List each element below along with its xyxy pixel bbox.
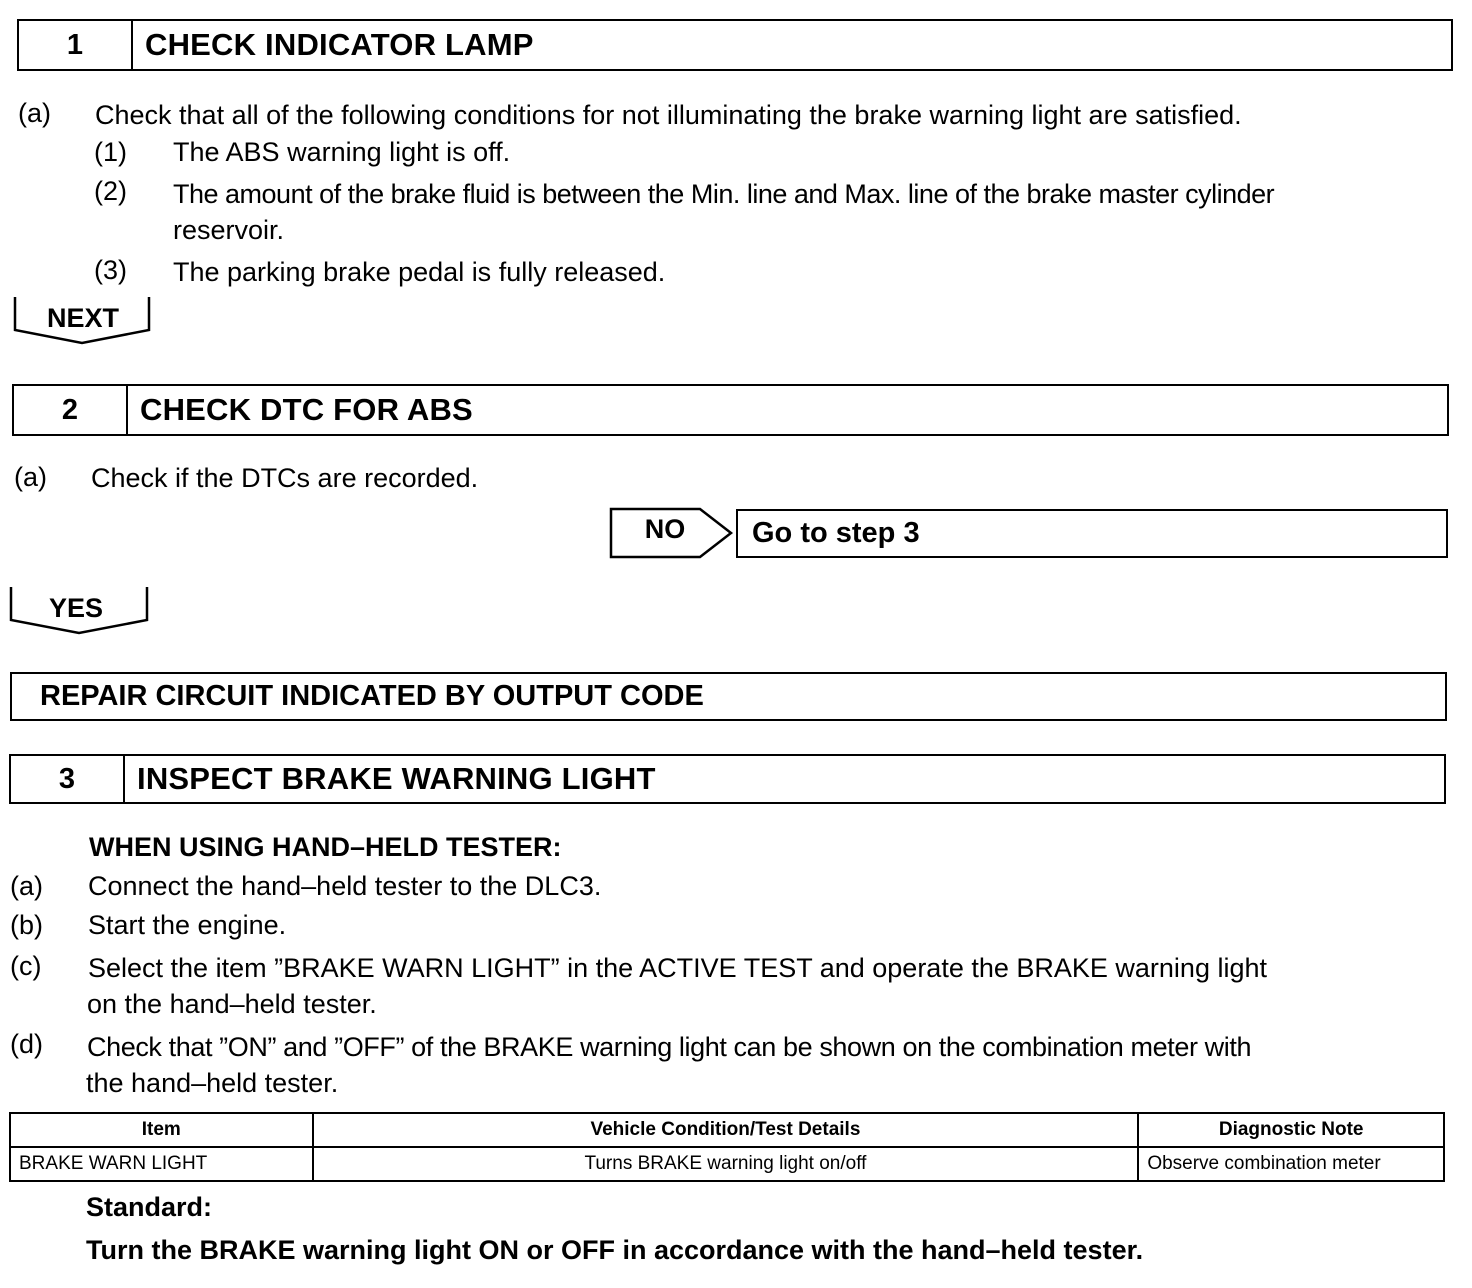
table-cell-note: Observe combination meter [1138, 1147, 1444, 1181]
step-3-title: INSPECT BRAKE WARNING LIGHT [137, 761, 656, 796]
step-3-number: 3 [11, 756, 125, 802]
step-1-sub1-label: (1) [94, 137, 127, 167]
yes-label: YES [48, 593, 104, 623]
step-1-title: CHECK INDICATOR LAMP [145, 27, 534, 62]
step-2-header [12, 384, 1449, 436]
step-1-number: 1 [19, 21, 133, 69]
table-row [10, 1147, 1444, 1181]
yes-result-box [10, 672, 1447, 721]
step-3-a-text: Connect the hand–held tester to the DLC3. [88, 871, 602, 901]
diagnostic-table [9, 1112, 1445, 1182]
step-1-sub3-label: (3) [94, 255, 127, 285]
step-1-sub3-text: The parking brake pedal is fully released. [173, 257, 666, 287]
no-result-box [736, 509, 1448, 558]
table-cell-details: Turns BRAKE warning light on/off [313, 1147, 1139, 1181]
step-2-number: 2 [14, 386, 128, 434]
table-header-cell: Item [10, 1113, 313, 1147]
step-1-sub1-text: The ABS warning light is off. [173, 137, 511, 167]
table-header-cell: Vehicle Condition/Test Details [313, 1113, 1139, 1147]
step-3-d-line1: Check that ”ON” and ”OFF” of the BRAKE warning light can be shown on the combination meter with [87, 1032, 1252, 1062]
step-3-c-label: (c) [10, 951, 42, 981]
no-result-text: Go to step 3 [752, 517, 920, 549]
standard-text: Turn the BRAKE warning light ON or OFF in accordance with the hand–held tester. [86, 1235, 1144, 1265]
step-1-sub2-label: (2) [94, 176, 127, 206]
table-header-cell: Diagnostic Note [1138, 1113, 1444, 1147]
table-cell-item: BRAKE WARN LIGHT [10, 1147, 313, 1181]
step-2-title: CHECK DTC FOR ABS [140, 392, 473, 427]
step-3-d-label: (d) [10, 1029, 43, 1059]
step-3-header [9, 754, 1446, 804]
step-1-item-a-label: (a) [18, 98, 51, 128]
step-3-c-line1: Select the item ”BRAKE WARN LIGHT” in the ACTIVE TEST and operate the BRAKE warning light [88, 953, 1267, 983]
step-1-sub2-line2: reservoir. [173, 215, 285, 245]
step-1-header [17, 19, 1453, 71]
yes-result-text: REPAIR CIRCUIT INDICATED BY OUTPUT CODE [40, 680, 704, 712]
step-3-subheading: WHEN USING HAND–HELD TESTER: [89, 832, 562, 862]
step-2-item-a-text: Check if the DTCs are recorded. [91, 463, 479, 493]
step-2-item-a-label: (a) [14, 462, 47, 492]
no-label: NO [644, 514, 686, 544]
next-label: NEXT [46, 303, 119, 333]
step-3-a-label: (a) [10, 871, 43, 901]
step-3-b-text: Start the engine. [88, 910, 287, 940]
step-3-c-line2: on the hand–held tester. [87, 989, 377, 1019]
standard-label: Standard: [86, 1192, 213, 1222]
step-3-d-line2: the hand–held tester. [86, 1068, 339, 1098]
step-3-b-label: (b) [10, 910, 43, 940]
table-header-row [10, 1113, 1444, 1147]
step-1-sub2-line1: The amount of the brake fluid is between the Min. line and Max. line of the brake master cylinder [173, 179, 1275, 209]
step-1-item-a-text: Check that all of the following conditions for not illuminating the brake warning light are satisfied. [95, 100, 1242, 130]
